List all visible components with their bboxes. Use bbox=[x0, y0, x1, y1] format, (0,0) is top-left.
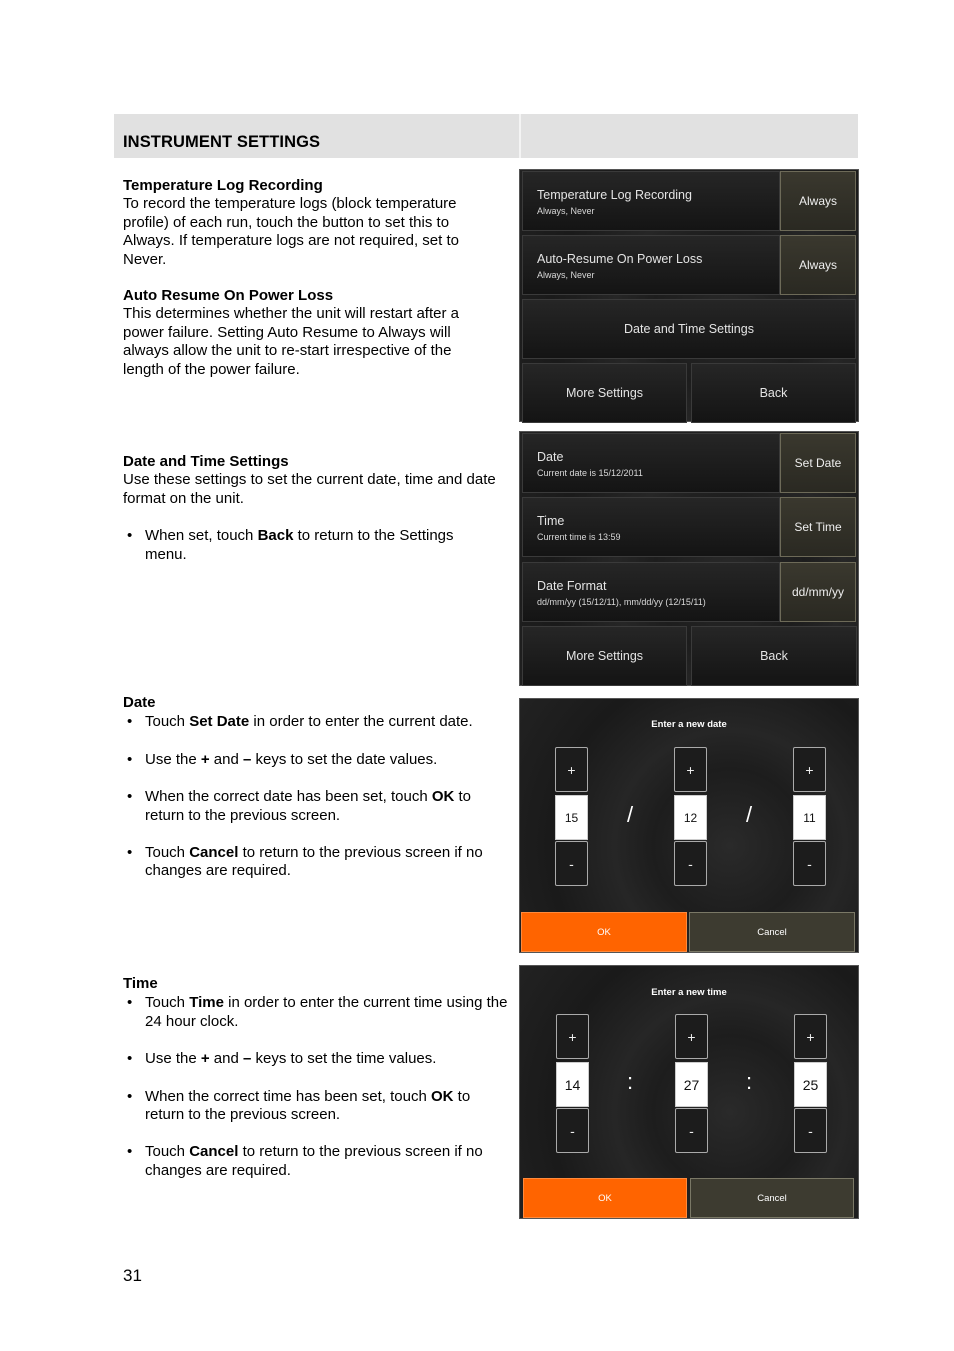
more-settings-button[interactable]: More Settings bbox=[522, 363, 687, 423]
date-format-button[interactable]: dd/mm/yy bbox=[780, 562, 856, 622]
datetime-heading: Date and Time Settings bbox=[123, 453, 289, 470]
time-section bbox=[123, 975, 513, 1199]
list-item: • Touch Set Date in order to enter the current date. bbox=[123, 713, 513, 731]
datetime-screen bbox=[519, 431, 859, 686]
datetime-section bbox=[123, 453, 498, 583]
page-title: INSTRUMENT SETTINGS bbox=[123, 133, 321, 151]
row-label: Auto-Resume On Power Loss bbox=[537, 252, 703, 266]
second-minus-button[interactable]: - bbox=[794, 1108, 827, 1153]
header-divider bbox=[519, 114, 521, 158]
month-minus-button[interactable]: - bbox=[674, 841, 707, 886]
settings-screen bbox=[519, 169, 859, 422]
autoresume-toggle-button[interactable]: Always bbox=[780, 235, 856, 295]
hour-plus-button[interactable]: + bbox=[556, 1014, 589, 1059]
time-separator: : bbox=[746, 1069, 753, 1094]
list-item: • Touch Cancel to return to the previous screen if no changes are required. bbox=[123, 1143, 513, 1180]
year-value: 11 bbox=[793, 795, 826, 840]
enter-date-screen bbox=[519, 698, 859, 953]
list-item: • When the correct time has been set, touch OK to return to the previous screen. bbox=[123, 1088, 513, 1125]
day-minus-button[interactable]: - bbox=[555, 841, 588, 886]
date-separator: / bbox=[746, 802, 753, 827]
cancel-button[interactable]: Cancel bbox=[690, 1178, 854, 1218]
year-plus-button[interactable]: + bbox=[793, 747, 826, 792]
list-item: • Use the + and – keys to set the date values. bbox=[123, 751, 513, 769]
set-date-button[interactable]: Set Date bbox=[780, 433, 856, 493]
page-number: 31 bbox=[123, 1266, 142, 1285]
dialog-title: Enter a new date bbox=[651, 719, 727, 730]
datetime-settings-button[interactable]: Date and Time Settings bbox=[522, 299, 856, 359]
date-row bbox=[522, 433, 780, 493]
row-label: Temperature Log Recording bbox=[537, 188, 692, 202]
autoresume-heading: Auto Resume On Power Loss bbox=[123, 287, 334, 304]
autoresume-section bbox=[123, 287, 493, 379]
month-plus-button[interactable]: + bbox=[674, 747, 707, 792]
templog-body: To record the temperature logs (block temperature profile) of each run, touch the button to set this to Always. If temperature logs are not required, set to Never. bbox=[123, 195, 459, 268]
time-separator: : bbox=[627, 1069, 634, 1094]
ok-button[interactable]: OK bbox=[521, 912, 687, 952]
row-label: Date bbox=[537, 450, 564, 464]
enter-time-screen bbox=[519, 965, 859, 1219]
minute-plus-button[interactable]: + bbox=[675, 1014, 708, 1059]
cancel-button[interactable]: Cancel bbox=[689, 912, 855, 952]
hour-value: 14 bbox=[556, 1062, 589, 1107]
list-item: • When the correct date has been set, touch OK to return to the previous screen. bbox=[123, 788, 513, 825]
back-button[interactable]: Back bbox=[691, 626, 857, 686]
autoresume-body: This determines whether the unit will restart after a power failure. Setting Auto Resume to Always will always allow the unit to re-start irrespective of the length of the power failure. bbox=[123, 305, 459, 378]
day-value: 15 bbox=[555, 795, 588, 840]
row-sub: Current time is 13:59 bbox=[537, 532, 621, 542]
minute-value: 27 bbox=[675, 1062, 708, 1107]
minute-minus-button[interactable]: - bbox=[675, 1108, 708, 1153]
row-sub: dd/mm/yy (15/12/11), mm/dd/yy (12/15/11) bbox=[537, 597, 706, 607]
templog-section bbox=[123, 177, 493, 269]
date-format-row bbox=[522, 562, 780, 622]
time-row bbox=[522, 497, 780, 557]
set-time-button[interactable]: Set Time bbox=[780, 497, 856, 557]
ok-button[interactable]: OK bbox=[523, 1178, 687, 1218]
year-minus-button[interactable]: - bbox=[793, 841, 826, 886]
list-item: • Touch Time in order to enter the current time using the 24 hour clock. bbox=[123, 994, 513, 1031]
list-item: • Touch Cancel to return to the previous screen if no changes are required. bbox=[123, 844, 513, 881]
datetime-body: Use these settings to set the current date, time and date format on the unit. bbox=[123, 471, 496, 507]
row-label: Date Format bbox=[537, 579, 607, 593]
date-separator: / bbox=[627, 802, 634, 827]
back-button[interactable]: Back bbox=[691, 363, 856, 423]
second-plus-button[interactable]: + bbox=[794, 1014, 827, 1059]
month-value: 12 bbox=[674, 795, 707, 840]
list-item: • When set, touch Back to return to the Settings menu. bbox=[123, 527, 498, 564]
hour-minus-button[interactable]: - bbox=[556, 1108, 589, 1153]
date-heading: Date bbox=[123, 694, 156, 711]
row-sub: Always, Never bbox=[537, 206, 595, 216]
time-heading: Time bbox=[123, 975, 158, 992]
templog-toggle-button[interactable]: Always bbox=[780, 171, 856, 231]
second-value: 25 bbox=[794, 1062, 827, 1107]
row-sub: Current date is 15/12/2011 bbox=[537, 468, 643, 478]
row-sub: Always, Never bbox=[537, 270, 595, 280]
dialog-title: Enter a new time bbox=[651, 987, 727, 998]
templog-row bbox=[522, 171, 780, 231]
row-label: Time bbox=[537, 514, 565, 528]
more-settings-button[interactable]: More Settings bbox=[522, 626, 687, 686]
templog-heading: Temperature Log Recording bbox=[123, 177, 323, 194]
list-item: • Use the + and – keys to set the time values. bbox=[123, 1050, 513, 1068]
day-plus-button[interactable]: + bbox=[555, 747, 588, 792]
autoresume-row bbox=[522, 235, 780, 295]
date-section bbox=[123, 694, 513, 900]
